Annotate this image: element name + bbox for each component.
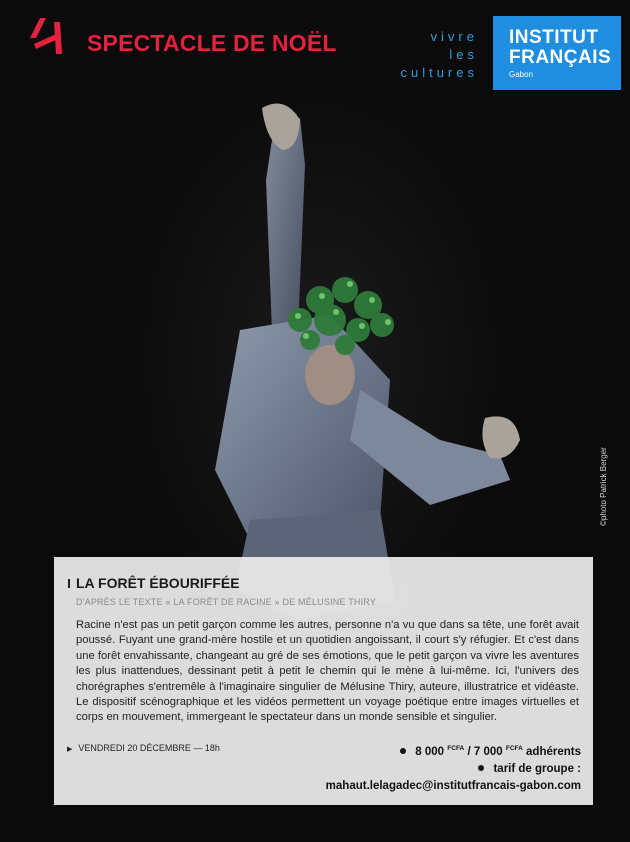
price-unit: FCFA <box>505 745 523 752</box>
group-rate-line <box>326 761 581 778</box>
tagline-line: cultures <box>400 65 478 80</box>
price-unit: FCFA <box>447 745 465 752</box>
logo-line-2: FRANÇAIS <box>509 47 612 68</box>
title-marker <box>68 579 70 588</box>
venue-logo-icon <box>30 14 74 58</box>
tagline <box>368 28 478 82</box>
contact-email[interactable]: mahaut.lelagadec@institutfrancais-gabon.com <box>325 780 581 792</box>
logo-line-1: INSTITUT <box>509 27 599 48</box>
institut-francais-logo[interactable] <box>493 16 621 90</box>
show-subtitle: D'APRÈS LE TEXTE « LA FORÊT DE RACINE » DE MÉLUSINE THIRY <box>76 597 377 607</box>
show-description: Racine n'est pas un petit garçon comme les autres, personne n'a vu que dans sa tête, une forêt avait poussé. Fuyant une grand-mère hostile et un quotidien angoissant, il court s'y réfugier. Et c'est dans une forêt envahissante, changeant au gré de ses émotions, que le petit garçon va vivre les aventures les plus inattendues, dessinant petit à petit le chemin qui le mène à lui-même. Ici, l'univers des chorégraphes s'entremêle à l'imaginaire singulier de Mélusine Thiry, auteure, illustratrice et vidéaste. Le dispositif scénographique et les vidéos permettent un voyage poétique entre images virtuelles et corps en mouvement, immergeant le spectateur dans un monde sensible et singulier. <box>76 619 579 724</box>
date-row <box>67 743 220 753</box>
date-text: VENDREDI 20 DÉCEMBRE — 18h <box>78 743 220 753</box>
tagline-line: les <box>449 47 478 62</box>
bullet-icon <box>400 748 406 754</box>
event-title: SPECTACLE DE NOËL <box>87 30 337 56</box>
price-line: 8 000 $^{FCFA}$ / 7 000 $^{FCFA}$ adhérents <box>326 740 581 761</box>
price-block <box>326 740 581 795</box>
logo-line-3: Gabon <box>509 70 534 79</box>
group-rate-label: tarif de groupe : <box>493 763 581 775</box>
price-amount-1: 8 000 <box>415 746 445 758</box>
play-arrow-icon: ▶ <box>67 746 73 753</box>
price-amount-2: 7 000 <box>473 746 503 758</box>
info-panel <box>54 557 593 805</box>
price-suffix: adhérents <box>526 746 581 758</box>
photo-credit: ©photo Patrick Berger <box>599 447 608 526</box>
show-title: LA FORÊT ÉBOURIFFÉE <box>76 575 240 591</box>
bullet-icon <box>478 765 484 771</box>
tagline-line: vivre <box>430 29 478 44</box>
